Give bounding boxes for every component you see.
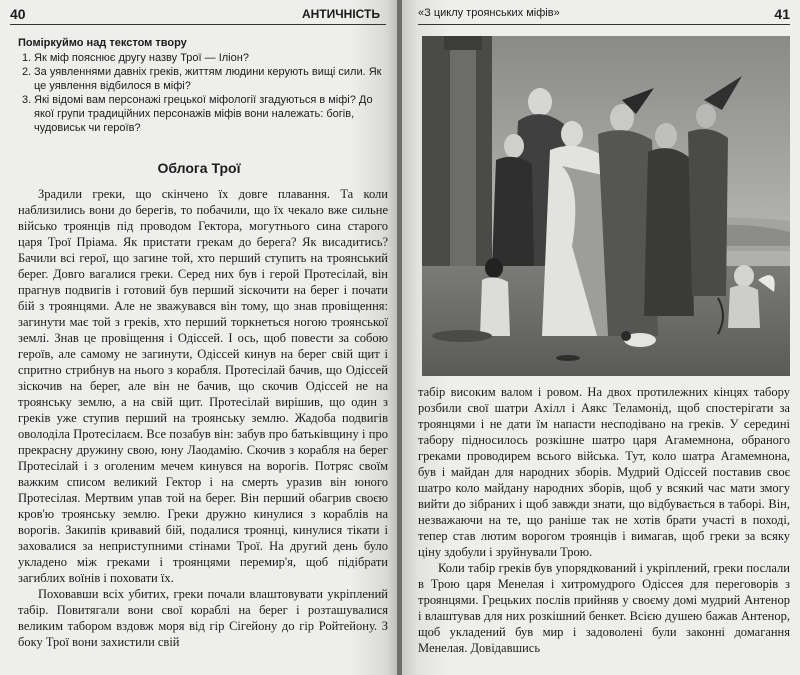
header-rule — [10, 24, 386, 25]
right-page — [402, 0, 800, 675]
question-text: Які відомі вам персонажі грецької міфології згадуються в міфі? До якої групи традиційних персонажів міфів вони належать: богів, чудовиськ чи героїв? — [34, 94, 373, 134]
painting-image — [422, 36, 790, 376]
paragraph: Поховавши всіх убитих, греки почали влаштовувати укріплений табір. Повитягали вони свої кораблі на берег і розташувалися великим табором вздовж моря від гір Сігейону до гір Ройтейону. З боку Трої вони захистили свій — [18, 587, 388, 649]
question-number: 1. — [22, 52, 32, 64]
left-body-text — [18, 186, 388, 650]
paragraph: табір високим валом і ровом. На двох протилежних кінцях табору розбили свої шатри Ахілл і Аякс Теламонід, щоб спостерігати за троянцями і не дати їм напасти несподівано на греків. У середині табору підносилось розкішне шатро царя Агамемнона, обраного греками проводирем всього війська. Тут, коло шатра Агамемнона, був і майдан для народних зборів. Мудрий Одіссей поставив своє шатро коло майдану народних зборів, щоб у всякий час мати змогу вийти до зібраних і щоб завжди знати, що відбувається в таборі. Він, незважаючи на те, що раніше так не хотів брати участі в поході, тепер став лютим ворогом троянців і вимагав, щоб греки за всяку ціну здобули і зруйнували Трою. — [418, 385, 790, 559]
running-title: «З циклу троянських міфів» — [418, 7, 560, 19]
questions-block — [18, 36, 390, 135]
page-number: 40 — [10, 6, 26, 22]
question-item — [18, 51, 390, 65]
paragraph: Зрадили греки, що скінчено їх довге плавання. Та коли наблизились вони до берегів, то побачили, що їх чекало вже сильне військо троянців під проводом Гектора, могутнього сина старого царя Трої Пріама. Як пристати грекам до берега? Як висадитись? Бачили всі герої, що загине той, хто перший ступить на троянський берег. Довго вагалися греки. Серед них був і герой Протесілай, він прагнув подвигів і готовий був перший зіскочити на берег і почати бій з троянцями. Але не зважувався він тому, що знав провіщення: загинути має той з греків, хто перший торкнеться ногою троянської землі. Знав це провіщення і Одіссей. І ось, щоб повести за собою героїв, але самому не загинути, Одіссей кинув на берег свій щит і спритно стрибнув на нього з корабля. Протесілай бачив, що Одіссей зіскочив на берег, але він не бачив, що скочив Одіссей не на троянську землю, а на свій щит. Протесілай вирішив, що один з греків уже ступив перший на троянську землю. Жадоба подвигів оволоділа Протесілаєм. Все позабув він: забув про батьківщину і про прекрасну дружину свою, юну Лаодамію. Скочив з корабля на берег Протесілай і з оголеним мечем кинувся на ворогів. Потряс своїм важким списом великий Гектор і на смерть уразив він юного Протесілая. Мертвим упав той на берег. Він перший обагрив своєю кров'ю троянську землю. Греки дружно кинулися з кораблів на ворогів. Закипів кривавий бій, подалися троянці, кинулися тікати і заховалися за неприступними стінами Трої. На другий день було укладено між греками і троянцями перемир'я, щоб підібрати загиблих воїнів і поховати їх. — [18, 187, 388, 585]
story-title: Облога Трої — [157, 160, 241, 176]
running-title: АНТИЧНІСТЬ — [301, 7, 380, 21]
left-page-header — [10, 6, 386, 22]
questions-list — [18, 51, 390, 135]
header-rule — [418, 24, 790, 25]
question-text: Як міф пояснює другу назву Трої — Іліон? — [34, 52, 249, 64]
question-item — [18, 93, 390, 135]
right-page-header — [418, 6, 790, 22]
question-number: 2. — [22, 66, 32, 78]
left-page — [0, 0, 398, 675]
question-number: 3. — [22, 94, 32, 106]
painting-illustration — [422, 36, 790, 376]
page-number: 41 — [774, 6, 790, 22]
questions-heading: Поміркуймо над текстом твору — [18, 37, 187, 49]
question-text: За уявленнями давніх греків, життям людини керують вищі сили. Як це уявлення відбилося в міфі? — [34, 66, 382, 92]
paragraph: Коли табір греків був упорядкований і укріплений, греки послали в Трою царя Менелая і хитромудрого Одіссея для переговорів з троянцями. Грецьких послів прийняв у своєму домі мудрий Антенор і влаштував для них розкішний бенкет. Всією душею бажав Антенор, щоб укладений був мир і задоволені були законні домагання Менелая. Довідавшись — [418, 561, 790, 655]
question-item — [18, 65, 390, 93]
right-body-text — [418, 384, 790, 656]
